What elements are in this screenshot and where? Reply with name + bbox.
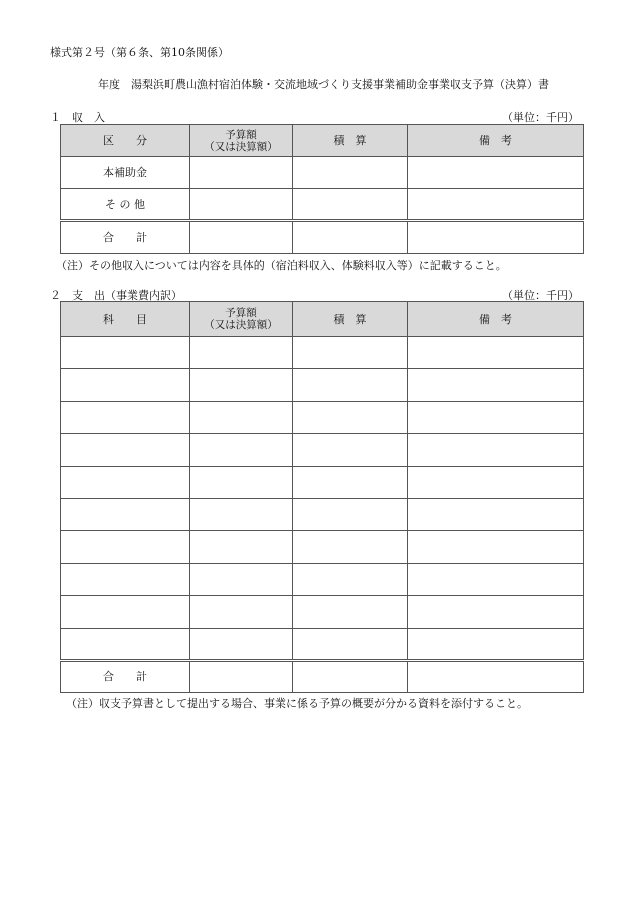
budget-cell[interactable] [190,596,293,628]
calculation-cell[interactable] [293,401,408,433]
calculation-cell[interactable] [293,660,408,692]
calculation-cell[interactable] [293,337,408,369]
col-budget-line1: 予算額 [225,307,257,319]
table-row [61,498,584,530]
table-row [61,189,584,221]
col-category: 区 分 [61,125,190,157]
remarks-cell[interactable] [408,563,584,595]
budget-cell[interactable] [190,466,293,498]
calculation-cell[interactable] [293,531,408,563]
col-budget [190,125,293,157]
table-row [61,337,584,369]
remarks-cell[interactable] [408,466,584,498]
budget-cell[interactable] [190,189,293,221]
row-label-other: そ の 他 [61,189,190,221]
item-cell[interactable] [61,401,190,433]
expense-unit: （単位：千円） [502,289,579,302]
income-note: （注）その他収入については内容を具体的（宿泊料収入、体験料収入等）に記載すること。 [56,259,507,272]
item-cell[interactable] [61,596,190,628]
document-title: 年度 湯梨浜町農山漁村宿泊体験・交流地域づくり支援事業補助金事業収支予算（決算）書 [98,78,549,91]
calculation-cell[interactable] [293,563,408,595]
total-label: 合 計 [61,660,190,692]
total-row [61,660,584,692]
expense-table [60,301,584,693]
col-budget [190,302,293,337]
item-cell[interactable] [61,628,190,660]
budget-cell[interactable] [190,221,293,254]
budget-cell[interactable] [190,563,293,595]
row-label-subsidy: 本補助金 [61,157,190,189]
remarks-cell[interactable] [408,628,584,660]
item-cell[interactable] [61,369,190,401]
remarks-cell[interactable] [408,401,584,433]
remarks-cell[interactable] [408,434,584,466]
item-cell[interactable] [61,531,190,563]
item-cell[interactable] [61,434,190,466]
calculation-cell[interactable] [293,466,408,498]
table-row [61,531,584,563]
budget-cell[interactable] [190,498,293,530]
item-cell[interactable] [61,498,190,530]
budget-cell[interactable] [190,660,293,692]
income-table [60,124,584,254]
budget-cell[interactable] [190,369,293,401]
budget-cell[interactable] [190,434,293,466]
budget-cell[interactable] [190,401,293,433]
item-cell[interactable] [61,563,190,595]
remarks-cell[interactable] [408,189,584,221]
expense-heading: ２ 支 出（事業費内訳） [50,289,182,302]
col-budget-line1: 予算額 [225,128,257,141]
table-row [61,628,584,660]
budget-cell[interactable] [190,531,293,563]
budget-cell[interactable] [190,157,293,189]
item-cell[interactable] [61,337,190,369]
col-item: 科 目 [61,302,190,337]
table-row [61,369,584,401]
budget-cell[interactable] [190,337,293,369]
total-row [61,221,584,254]
expense-note: （注）収支予算書として提出する場合、事業に係る予算の概要が分かる資料を添付すること。 [66,697,528,710]
item-cell[interactable] [61,466,190,498]
col-budget-line2: （又は決算額） [204,140,278,153]
income-unit: （単位：千円） [502,111,579,124]
table-row [61,596,584,628]
income-heading: １ 収 入 [50,111,105,124]
budget-cell[interactable] [190,628,293,660]
form-label: 様式第２号（第６条、第10条関係） [50,46,229,59]
remarks-cell[interactable] [408,596,584,628]
total-label: 合 計 [61,221,190,254]
table-row [61,466,584,498]
table-row [61,434,584,466]
col-calculation: 積 算 [293,302,408,337]
col-remarks: 備 考 [408,125,584,157]
calculation-cell[interactable] [293,157,408,189]
calculation-cell[interactable] [293,498,408,530]
remarks-cell[interactable] [408,660,584,692]
calculation-cell[interactable] [293,369,408,401]
table-row [61,401,584,433]
remarks-cell[interactable] [408,369,584,401]
col-budget-line2: （又は決算額） [204,319,278,331]
calculation-cell[interactable] [293,221,408,254]
remarks-cell[interactable] [408,337,584,369]
remarks-cell[interactable] [408,221,584,254]
col-calculation: 積 算 [293,125,408,157]
table-row [61,563,584,595]
table-row [61,157,584,189]
calculation-cell[interactable] [293,189,408,221]
calculation-cell[interactable] [293,434,408,466]
remarks-cell[interactable] [408,498,584,530]
calculation-cell[interactable] [293,596,408,628]
remarks-cell[interactable] [408,157,584,189]
remarks-cell[interactable] [408,531,584,563]
calculation-cell[interactable] [293,628,408,660]
col-remarks: 備 考 [408,302,584,337]
